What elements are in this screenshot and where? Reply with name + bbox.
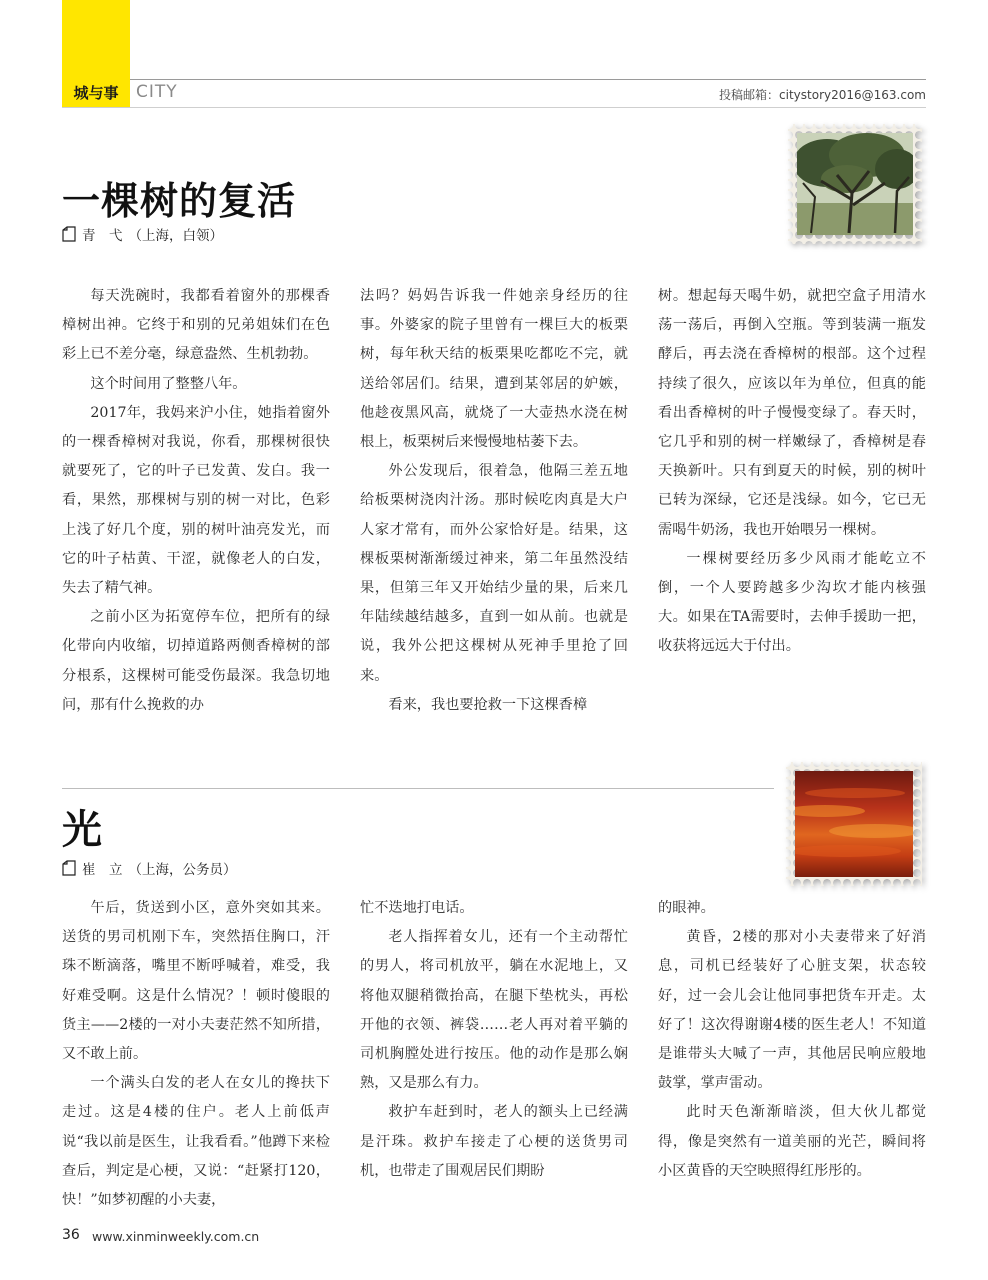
section-tag: 城与事 — [62, 80, 130, 107]
article-title: 光 — [62, 806, 102, 853]
paragraph: 黄昏，2楼的那对小夫妻带来了好消息，司机已经装好了心脏支架，状态较好，过一会儿会让他同事把货车开走。太好了！这次得谢谢4楼的医生老人！不知道是谁带头大喊了一声，其他居民响应般地鼓掌，掌声雷动。 — [658, 929, 926, 1092]
header-underline — [62, 107, 926, 108]
section-name-english: CITY — [136, 82, 178, 102]
article-byline — [62, 224, 223, 244]
paragraph: 午后，货送到小区，意外突如其来。送货的男司机刚下车，突然捂住胸口，汗珠不断滴落，嘴里不断呼喊着，难受，我好难受啊。这是什么情况？！顿时傻眼的货主——2楼的一对小夫妻茫然不知所措，又不敢上前。 — [62, 900, 330, 1063]
header-accent-block — [62, 0, 130, 80]
paragraph: 救护车赶到时，老人的额头上已经满是汗珠。救护车接走了心梗的送货男司机，也带走了围观居民们期盼 — [360, 1104, 628, 1179]
paragraph: 看来，我也要抢救一下这棵香樟 — [388, 696, 588, 713]
paragraph: 此时天色渐渐暗淡，但大伙儿都觉得，像是突然有一道美丽的光芒，瞬间将小区黄昏的天空映照得红彤彤的。 — [658, 1104, 926, 1179]
paragraph: 忙不迭地打电话。 — [360, 900, 474, 916]
paragraph: 老人指挥着女儿，还有一个主动帮忙的男人，将司机放平，躺在水泥地上，又将他双腿稍微抬高，在腿下垫枕头，再松开他的衣领、裤袋……老人再对着平躺的司机胸膛处进行按压。他的动作是那么娴熟，又是那么有力。 — [360, 929, 628, 1092]
paragraph: 每天洗碗时，我都看着窗外的那棵香樟树出神。它终于和别的兄弟姐妹们在色彩上已不差分毫，绿意盎然、生机勃勃。 — [62, 288, 330, 363]
paragraph: 之前小区为拓宽停车位，把所有的绿化带向内收缩，切掉道路两侧香樟树的部分根系，这棵树可能受伤最深。我急切地问，那有什么挽救的办 — [62, 609, 330, 713]
site-url: www.xinminweekly.com.cn — [92, 1229, 260, 1244]
pen-icon — [62, 226, 76, 242]
pen-icon — [62, 860, 76, 876]
article-title: 一棵树的复活 — [62, 178, 297, 223]
article-column — [658, 894, 926, 1186]
paragraph: 这个时间用了整整八年。 — [90, 375, 247, 392]
paragraph: 外公发现后，很着急，他隔三差五地给板栗树浇肉汁汤。那时候吃肉真是大户人家才常有，而外公家恰好是。结果，这棵板栗树渐渐缓过神来，第二年虽然没结果，但第三年又开始结少量的果，后来几年陆续越结越多，直到一如从前。也就是说，我外公把这棵树从死神手里抢了回来。 — [360, 463, 628, 684]
header-rule — [130, 79, 926, 80]
paragraph: 一个满头白发的老人在女儿的搀扶下走过。这是4楼的住户。老人上前低声说“我以前是医生，让我看看。”他蹲下来检查后，判定是心梗，又说：“赶紧打120，快！”如梦初醒的小夫妻， — [62, 1075, 330, 1209]
article-divider — [62, 788, 774, 789]
author-name: 青 弋 — [82, 228, 123, 244]
sunset-photo — [795, 771, 913, 877]
tree-image-icon — [797, 133, 913, 235]
article-column — [360, 894, 628, 1186]
paragraph: 的眼神。 — [658, 900, 715, 916]
article-column — [62, 894, 330, 1215]
article-column — [62, 282, 330, 720]
article-byline — [62, 858, 237, 878]
paragraph: 树。想起每天喝牛奶，就把空盒子用清水荡一荡后，再倒入空瓶。等到装满一瓶发酵后，再去浇在香樟树的根部。这个过程持续了很久，应该以年为单位，但真的能看出香樟树的叶子慢慢变绿了。春天时，它几乎和别的树一样嫩绿了，香樟树是春天换新叶。只有到夏天的时候，别的树叶已转为深绿，它还是浅绿。如今，它已无需喝牛奶汤，我也开始喂另一棵树。 — [658, 288, 926, 538]
author-info: （上海，公务员） — [128, 862, 237, 878]
sunset-image-icon — [795, 771, 913, 877]
paragraph: 2017年，我妈来沪小住，她指着窗外的一棵香樟树对我说，你看，那棵树很快就要死了，它的叶子已发黄、发白。我一看，果然，那棵树与别的树一对比，色彩上浅了好几个度，别的树叶油亮发光，而它的叶子枯黄、干涩，就像老人的白发，失去了精气神。 — [62, 404, 330, 597]
article-column — [360, 282, 628, 720]
submission-email: 投稿邮箱：citystory2016@163.com — [719, 88, 926, 102]
page-number: 36 — [62, 1227, 80, 1243]
tree-photo — [797, 133, 913, 235]
sunset-photo-stamp — [786, 762, 922, 886]
author-info: （上海，白领） — [128, 228, 223, 244]
author-name: 崔 立 — [82, 862, 123, 878]
paragraph: 一棵树要经历多少风雨才能屹立不倒，一个人要跨越多少沟坎才能内核强大。如果在TA需要时，去伸手援助一把，收获将远远大于付出。 — [658, 550, 926, 655]
tree-photo-stamp — [788, 124, 922, 244]
article-column — [658, 282, 926, 662]
paragraph: 法吗？妈妈告诉我一件她亲身经历的往事。外婆家的院子里曾有一棵巨大的板栗树，每年秋天结的板栗果吃都吃不完，就送给邻居们。结果，遭到某邻居的妒嫉，他趁夜黑风高，就烧了一大壶热水浇在树根上，板栗树后来慢慢地枯萎下去。 — [360, 288, 628, 451]
